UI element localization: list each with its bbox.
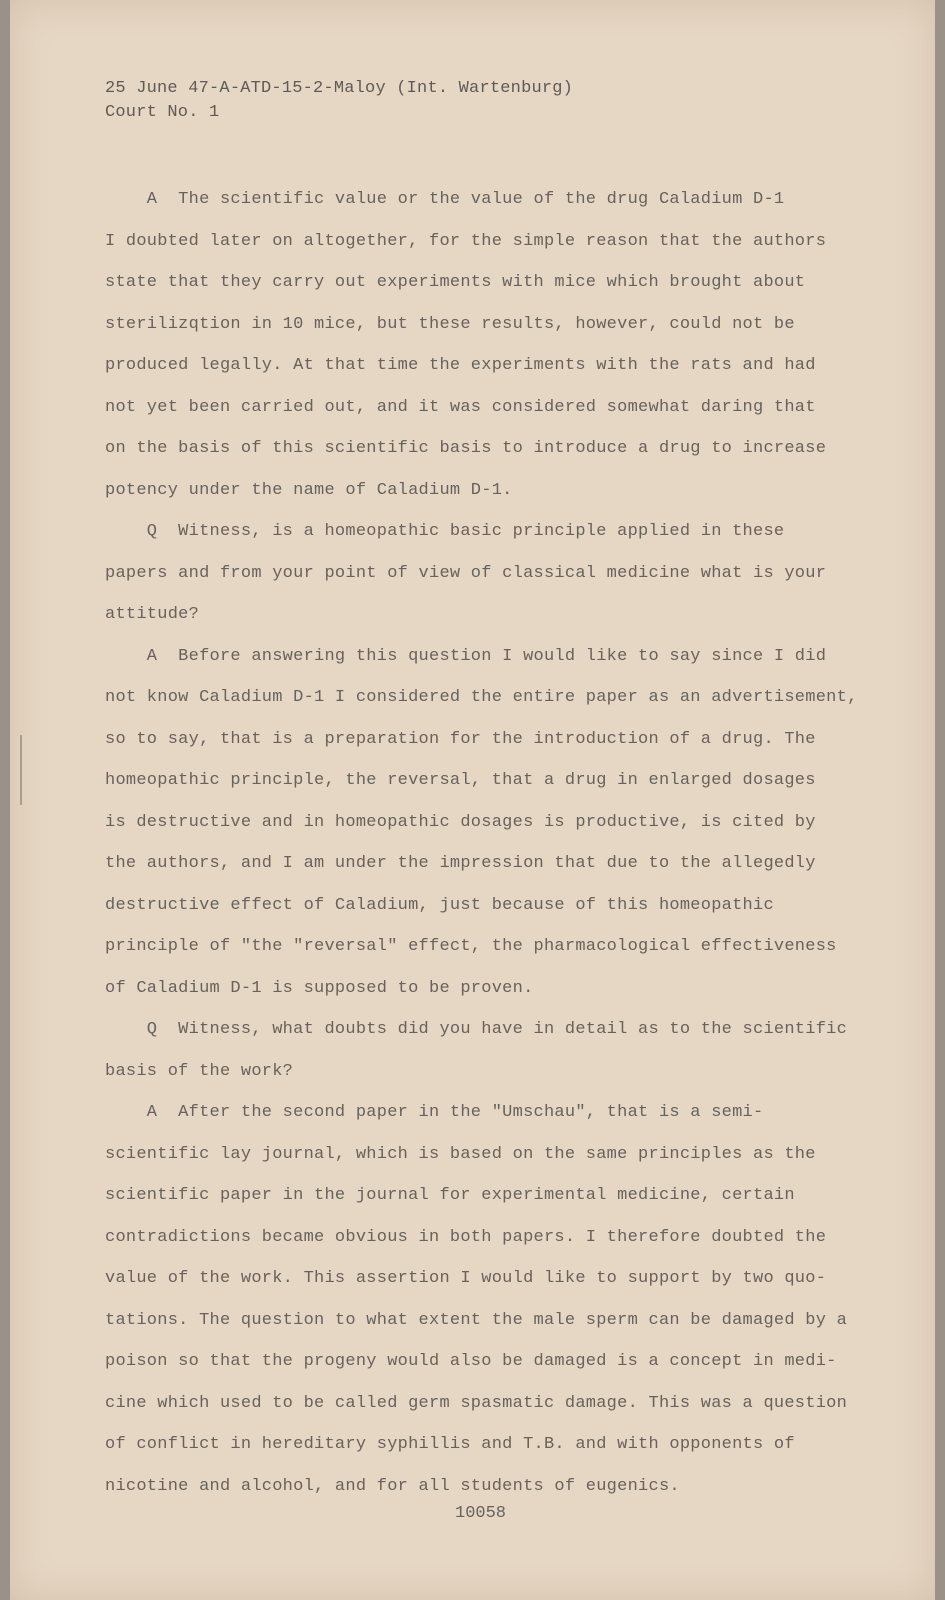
transcript-line: cine which used to be called germ spasmatic damage. This was a question [105,1393,848,1413]
transcript-line: produced legally. At that time the experiments with the rats and had [105,356,816,375]
transcript-line: A Before answering this question I would like to say since I did [105,646,827,666]
transcript-line: on the basis of this scientific basis to introduce a drug to increase [105,439,827,458]
header-case-line: 25 June 47-A-ATD-15-2-Maloy (Int. Wartenburg) [105,79,574,98]
transcript-line: state that they carry out experiments with mice which brought about [105,273,806,292]
transcript-line: not know Caladium D-1 I considered the entire paper as an advertisement, [105,688,858,707]
transcript-line: basis of the work? [105,1061,294,1081]
transcript-line: scientific paper in the journal for experimental medicine, certain [105,1186,795,1205]
document-header [105,77,573,125]
transcript-line: poison so that the progeny would also be damaged is a concept in medi- [105,1352,837,1371]
transcript-line: A The scientific value or the value of the drug Caladium D-1 [105,190,785,209]
transcript-body [105,179,865,1507]
transcript-line: potency under the name of Caladium D-1. [105,480,513,500]
transcript-line: tations. The question to what extent the male sperm can be damaged by a [105,1310,848,1330]
transcript-line: principle of "the "reversal" effect, the pharmacological effectiveness [105,937,837,956]
transcript-line: nicotine and alcohol, and for all students of eugenics. [105,1476,680,1496]
transcript-line: contradictions became obvious in both papers. I therefore doubted the [105,1227,827,1247]
transcript-line: so to say, that is a preparation for the introduction of a drug. The [105,729,816,749]
transcript-line: papers and from your point of view of classical medicine what is your [105,563,827,583]
transcript-line: A After the second paper in the "Umschau", that is a semi- [105,1103,764,1122]
transcript-line: attitude? [105,605,200,624]
transcript-line: I doubted later on altogether, for the simple reason that the authors [105,231,827,251]
transcript-line: value of the work. This assertion I would like to support by two quo- [105,1269,827,1288]
transcript-line: scientific lay journal, which is based on the same principles as the [105,1144,816,1164]
transcript-line: Q Witness, what doubts did you have in detail as to the scientific [105,1020,848,1039]
transcript-line: Q Witness, is a homeopathic basic principle applied in these [105,522,785,541]
transcript-line: sterilizqtion in 10 mice, but these results, however, could not be [105,314,795,334]
binding-marks [10,735,22,805]
document-page [10,0,935,1600]
transcript-line: destructive effect of Caladium, just because of this homeopathic [105,895,774,915]
transcript-line: is destructive and in homeopathic dosages is productive, is cited by [105,812,816,832]
page-number: 10058 [455,1504,507,1523]
transcript-line: the authors, and I am under the impression that due to the allegedly [105,854,816,873]
header-court-line: Court No. 1 [105,103,220,122]
transcript-line: not yet been carried out, and it was considered somewhat daring that [105,397,816,417]
transcript-line: of Caladium D-1 is supposed to be proven. [105,978,534,998]
transcript-line: homeopathic principle, the reversal, that a drug in enlarged dosages [105,771,816,790]
transcript-line: of conflict in hereditary syphillis and T.B. and with opponents of [105,1435,795,1454]
